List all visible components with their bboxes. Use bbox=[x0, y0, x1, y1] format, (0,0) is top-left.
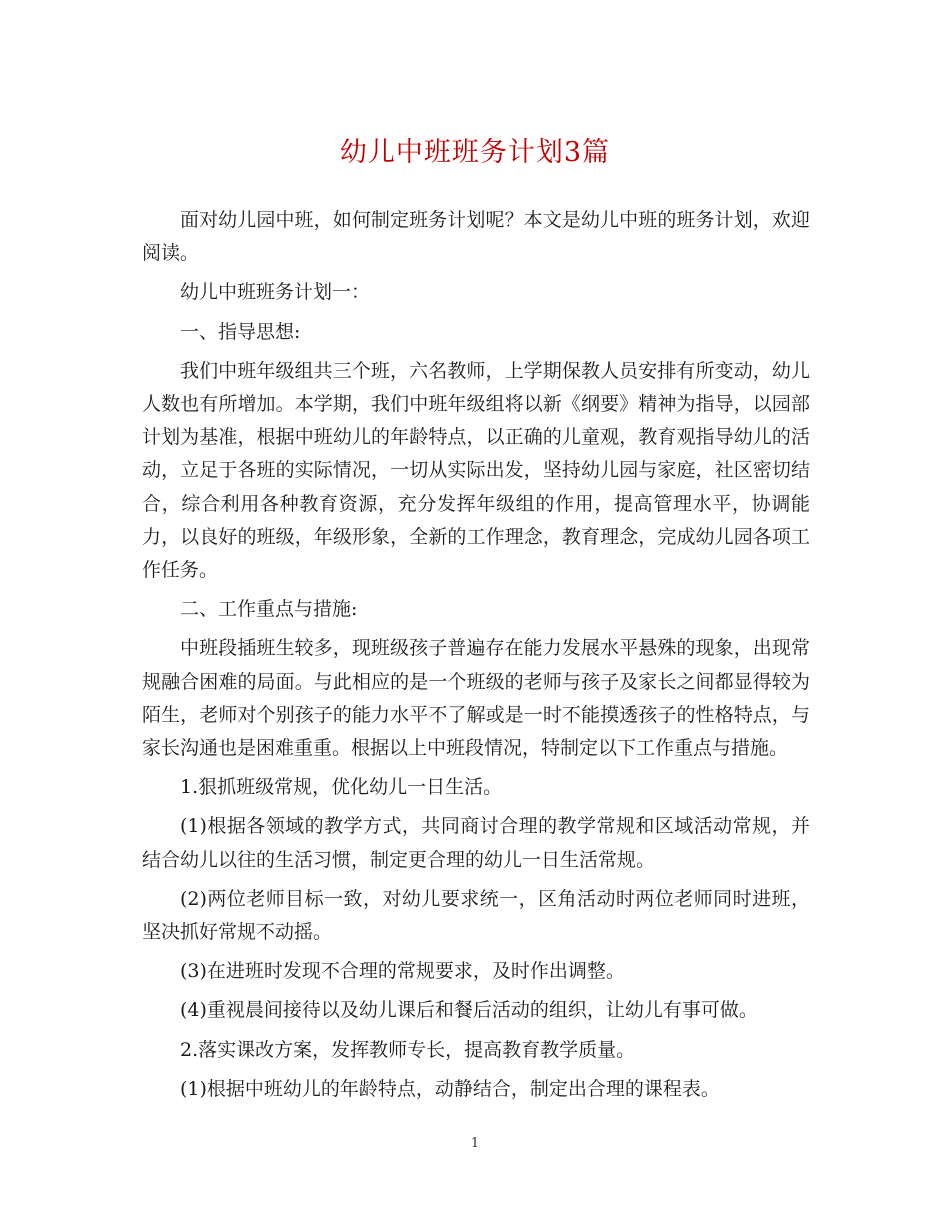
section-heading: 一、指导思想: bbox=[180, 320, 301, 343]
document-title: 幼儿中班班务计划3篇 bbox=[339, 137, 611, 168]
list-item: (1)根据中班幼儿的年龄特点，动静结合，制定出合理的课程表。 bbox=[180, 1077, 720, 1100]
list-item: (2)两位老师目标一致，对幼儿要求统一，区角活动时两位老师同时进班，坚决抓好常规不动摇。 bbox=[142, 887, 810, 944]
list-item: 1.狠抓班级常规，优化幼儿一日生活。 bbox=[180, 776, 503, 799]
list-item: 2.落实课改方案，发挥教师专长，提高教育教学质量。 bbox=[180, 1038, 636, 1061]
paragraph: 幼儿中班班务计划一： bbox=[180, 281, 371, 304]
section-heading: 二、工作重点与措施: bbox=[180, 598, 358, 621]
document-body bbox=[142, 204, 810, 1112]
list-item: (3)在进班时发现不合理的常规要求，及时作出调整。 bbox=[180, 960, 625, 983]
paragraph: 中班段插班生较多，现班级孩子普遍存在能力发展水平悬殊的现象，出现常规融合困难的局面。与此相应的是一个班级的老师与孩子及家长之间都显得较为陌生，老师对个别孩子的能力水平不了解或是一时不能摸透孩子的性格特点，与家长沟通也是困难重重。根据以上中班段情况，特制定以下工作重点与措施。 bbox=[142, 637, 810, 760]
paragraph: 我们中班年级组共三个班，六名教师，上学期保教人员安排有所变动，幼儿人数也有所增加。本学期，我们中班年级组将以新《纲要》精神为指导，以园部计划为基准，根据中班幼儿的年龄特点，以正确的儿童观，教育观指导幼儿的活动，立足于各班的实际情况，一切从实际出发，坚持幼儿园与家庭，社区密切结合，综合利用各种教育资源，充分发挥年级组的作用，提高管理水平，协调能力，以良好的班级，年级形象，全新的工作理念，教育理念，完成幼儿园各项工作任务。 bbox=[142, 359, 810, 582]
list-item: (1)根据各领域的教学方式，共同商讨合理的教学常规和区域活动常规，并结合幼儿以往的生活习惯，制定更合理的幼儿一日生活常规。 bbox=[142, 815, 810, 871]
page-number: 1 bbox=[470, 1136, 480, 1151]
list-item: (4)重视晨间接待以及幼儿课后和餐后活动的组织，让幼儿有事可做。 bbox=[180, 999, 758, 1022]
paragraph: 面对幼儿园中班，如何制定班务计划呢？本文是幼儿中班的班务计划，欢迎阅读。 bbox=[142, 209, 810, 265]
